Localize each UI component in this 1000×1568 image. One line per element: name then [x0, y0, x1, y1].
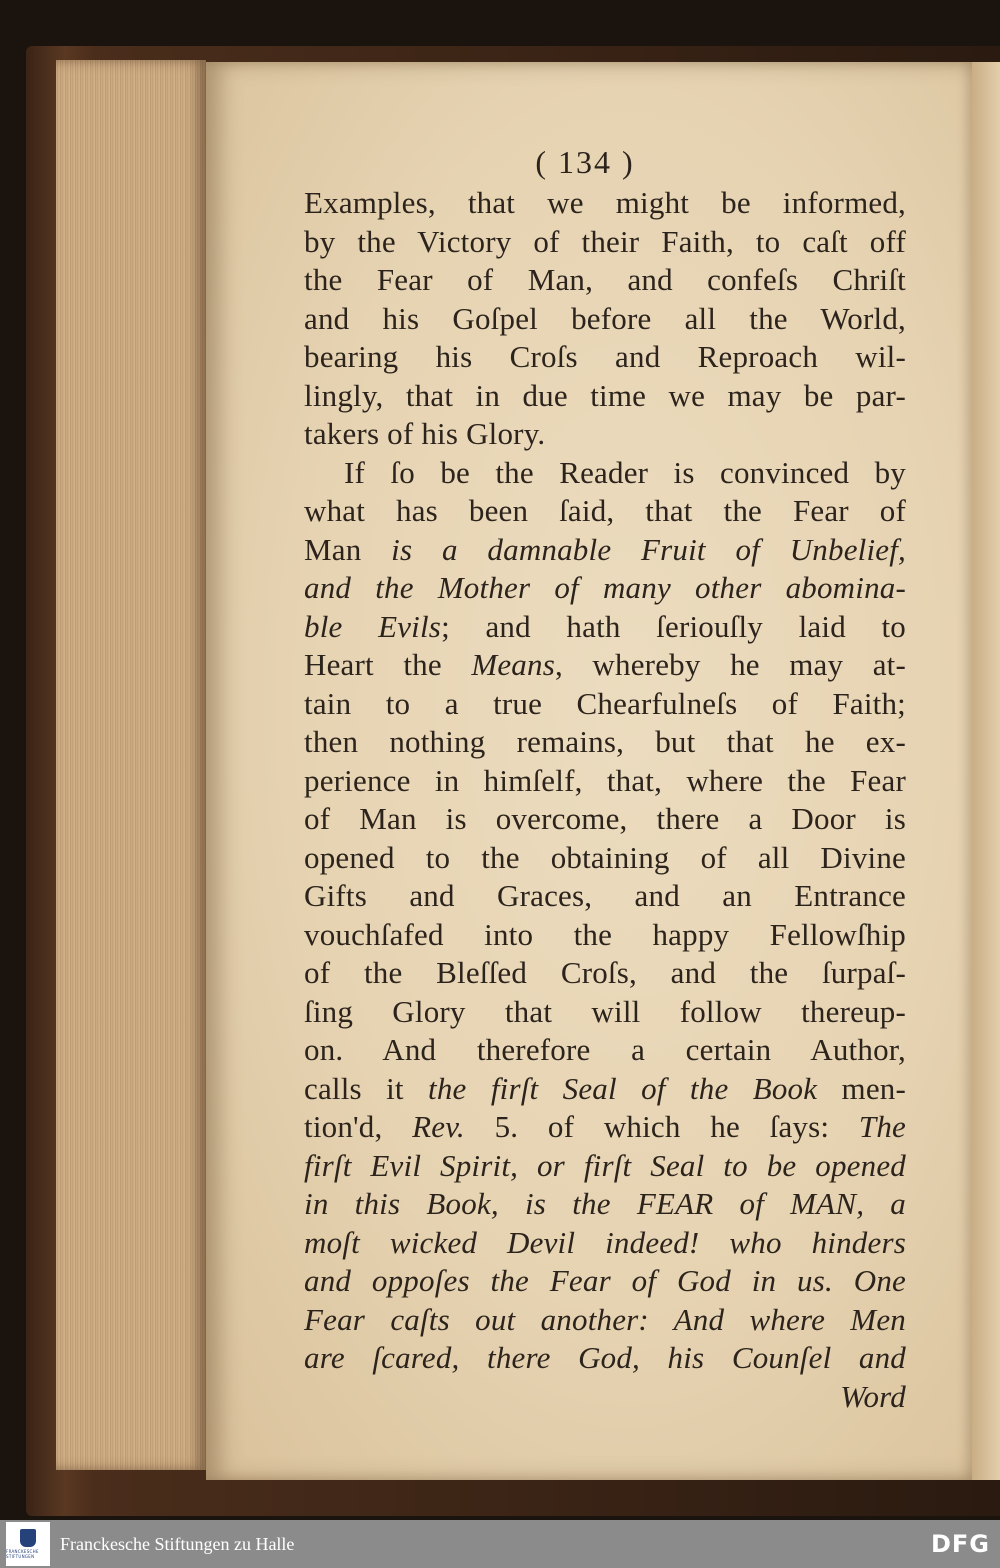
text-line: bearing his Croſs and Reproach wil- [304, 339, 906, 374]
text-line: tain to a true Chearfulneſs of Faith; [304, 685, 906, 721]
text-line: of Man is overcome, there a Door is [304, 801, 906, 836]
facing-page-edge [972, 62, 1000, 1480]
text-line: what has been ſaid, that the Fear of [304, 493, 906, 528]
text-line: and the Mother of many other abomina- [304, 570, 906, 605]
text-line: Examples, that we might be informed, [304, 185, 906, 220]
text-line: in this Book, is the FEAR of MAN, a [304, 1186, 906, 1221]
page-number: ( 134 ) [535, 144, 635, 180]
text-lines [304, 184, 906, 1416]
text-line: vouchſafed into the happy Fellowſhip [304, 916, 906, 952]
text-line: are ſcared, there God, his Counſel and [304, 1340, 906, 1375]
institution-name[interactable]: Franckesche Stiftungen zu Halle [60, 1534, 295, 1554]
text-line: then nothing remains, but that he ex- [304, 724, 906, 759]
footer-bar [0, 1520, 1000, 1568]
text-line: tion'd, Rev. 5. of which he ſays: The [304, 1109, 906, 1144]
text-line: on. And therefore a certain Author, [304, 1032, 906, 1067]
text-line: Man is a damnable Fruit of Unbelief, [304, 531, 907, 567]
emblem-icon [20, 1529, 36, 1547]
text-line: Fear caſts out another: And where Men [304, 1301, 906, 1337]
text-line: by the Victory of their Faith, to caſt off [304, 223, 906, 259]
text-line: ſing Glory that will follow thereup- [304, 993, 906, 1029]
logo-text: FRANCKESCHE STIFTUNGEN [6, 1549, 39, 1559]
text-line: takers of his Glory. [304, 416, 546, 451]
text-line: calls it the firſt Seal of the Book men- [304, 1070, 906, 1106]
text-line: and oppoſes the Fear of God in us. One [304, 1263, 906, 1298]
text-line: perience in himſelf, that, where the Fear [304, 762, 906, 798]
text-line: the Fear of Man, and confeſs Chriſt [304, 262, 906, 297]
text-line: and his Goſpel before all the World, [304, 300, 906, 336]
text-line: firſt Evil Spirit, or firſt Seal to be opened [304, 1147, 906, 1183]
text-line: If ſo be the Reader is convinced by [344, 454, 906, 490]
page-text [304, 140, 906, 1416]
text-line: lingly, that in due time we may be par- [304, 377, 906, 413]
institution-logo[interactable] [6, 1522, 50, 1566]
text-line: Word [840, 1378, 906, 1414]
text-line: opened to the obtaining of all Divine [304, 839, 906, 875]
dfg-logo[interactable]: DFG [930, 1530, 990, 1558]
text-line: Gifts and Graces, and an Entrance [304, 878, 906, 913]
text-line: of the Bleſſed Croſs, and the ſurpaſ- [304, 955, 906, 990]
page-edges [56, 60, 206, 1470]
text-line: Heart the Means, whereby he may at- [304, 647, 906, 682]
text-line: ble Evils; and hath ſeriouſly laid to [304, 608, 906, 644]
text-line: moſt wicked Devil indeed! who hinders [304, 1224, 906, 1260]
